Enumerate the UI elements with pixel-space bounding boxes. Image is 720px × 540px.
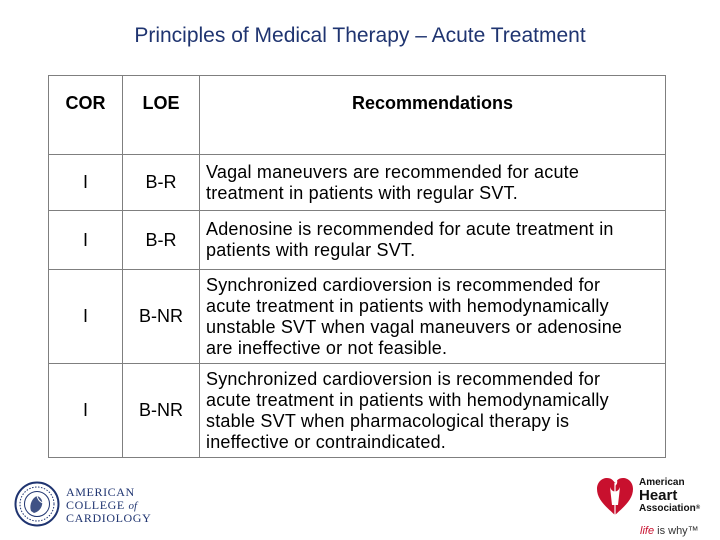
table-header-row (49, 76, 666, 155)
acc-of: of (128, 499, 138, 512)
cor-cell: I (49, 155, 123, 211)
recommendation-line: ineffective or contraindicated. (206, 431, 447, 452)
aha-line-2: Heart (639, 487, 678, 504)
acc-seal-icon (14, 481, 60, 527)
aha-wordmark (639, 477, 700, 514)
aha-tagline-life: life (640, 525, 655, 537)
table-row (49, 155, 666, 211)
recommendation-line: Adenosine is recommended for acute treatment in (206, 219, 614, 239)
recommendation-cell (200, 211, 666, 270)
recommendation-line: are ineffective or not feasible. (206, 337, 448, 358)
acc-line-1: AMERICAN (66, 485, 135, 499)
recommendation-line: Vagal maneuvers are recommended for acute (206, 161, 580, 182)
recommendation-cell (200, 364, 666, 458)
table-row (49, 364, 666, 458)
header-recommendations: Recommendations (200, 76, 666, 155)
acc-line-3: CARDIOLOGY (66, 511, 152, 525)
loe-cell: B-NR (123, 270, 200, 364)
table-row (49, 270, 666, 364)
header-cor: COR (49, 76, 123, 155)
cor-cell: I (49, 270, 123, 364)
recommendation-line: patients with regular SVT. (206, 240, 416, 260)
page-title: Principles of Medical Therapy – Acute Treatment (134, 24, 586, 47)
recommendations-table (48, 75, 666, 458)
table-row (49, 211, 666, 270)
aha-line-3 (639, 503, 700, 514)
recommendation-line: Synchronized cardioversion is recommended for (206, 274, 601, 295)
acc-logo (14, 481, 164, 531)
aha-tagline (640, 525, 699, 537)
aha-heart-torch-icon (595, 475, 635, 517)
cor-cell: I (49, 211, 123, 270)
acc-wordmark (66, 486, 151, 525)
loe-cell: B-R (123, 211, 200, 270)
loe-cell: B-NR (123, 364, 200, 458)
aha-tagline-rest: is why™ (654, 525, 699, 537)
recommendation-line: unstable SVT when vagal maneuvers or adenosine (206, 316, 623, 337)
aha-registered-mark: ® (695, 505, 701, 511)
acc-college: COLLEGE (66, 497, 125, 512)
cor-cell: I (49, 364, 123, 458)
acc-line-2 (66, 499, 151, 513)
recommendation-line: treatment in patients with regular SVT. (206, 182, 518, 203)
recommendation-line: acute treatment in patients with hemodynamically (206, 389, 609, 410)
aha-line-1: American (639, 477, 685, 488)
aha-logo (592, 469, 720, 540)
recommendation-line: acute treatment in patients with hemodynamically (206, 295, 609, 316)
aha-association: Association (639, 503, 696, 514)
loe-cell: B-R (123, 155, 200, 211)
recommendation-line: Synchronized cardioversion is recommended for (206, 368, 601, 389)
header-loe: LOE (123, 76, 200, 155)
recommendation-line: stable SVT when pharmacological therapy is (206, 410, 570, 431)
recommendation-cell (200, 155, 666, 211)
recommendation-cell (200, 270, 666, 364)
